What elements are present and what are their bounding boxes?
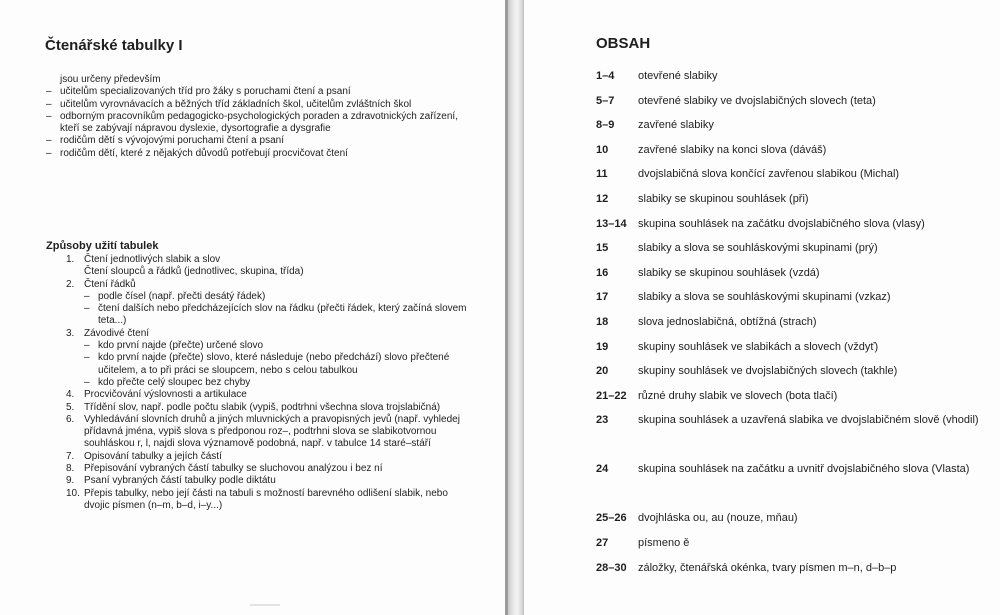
toc-row xyxy=(596,556,996,581)
usage-subitem: – kdo první najde (přečte) určené slovo xyxy=(46,340,476,352)
toc-number: 13–14 xyxy=(596,217,627,230)
usage-item xyxy=(46,451,476,463)
toc-row xyxy=(596,162,996,187)
toc-text: otevřené slabiky xyxy=(638,70,718,82)
item-text: Třídění slov, např. podle počtu slabik (vypiš, podtrhni všechna slova trojslabičná) xyxy=(84,401,441,413)
audience-intro: jsou určeny především xyxy=(60,74,161,85)
toc-row xyxy=(596,285,996,310)
toc-number: 18 xyxy=(596,315,609,328)
toc-number: 12 xyxy=(596,192,609,205)
book-gutter xyxy=(508,0,524,615)
item-number: 4. xyxy=(66,389,75,401)
toc-text: skupiny souhlásek ve slabikách a slovech (vždyť) xyxy=(638,340,879,353)
toc-number: 5–7 xyxy=(596,94,615,107)
toc-text: skupina souhlásek na začátku dvojslabičného slova (vlasy) xyxy=(638,217,925,230)
usage-item-continuation: Čtení sloupců a řádků (jednotlivec, skupina, třída) xyxy=(84,266,304,278)
toc-row xyxy=(596,408,996,457)
usage-item xyxy=(46,328,476,340)
toc-text: slabiky a slova se souhláskovými skupinami (prý) xyxy=(638,242,878,255)
item-number: 1. xyxy=(66,254,75,265)
usage-item xyxy=(46,254,476,266)
toc-text: různé druhy slabik ve slovech (bota tlačí) xyxy=(638,389,838,402)
usage-subitem: – kdo první najde (přečte) slovo, které následuje (nebo předchází) slovo přečtené učitelem, a to při práci se sloupcem, nebo s celou tabulkou xyxy=(46,352,476,377)
usage-item xyxy=(46,463,476,475)
page-title: Čtenářské tabulky I xyxy=(45,37,183,54)
toc-number: 28–30 xyxy=(596,561,627,574)
toc-text: slabiky se skupinou souhlásek (při) xyxy=(638,192,809,205)
usage-item xyxy=(46,488,476,513)
toc-number: 20 xyxy=(596,365,609,378)
toc-text: otevřené slabiky ve dvojslabičných slovech (teta) xyxy=(638,94,876,107)
usage-item xyxy=(46,402,476,414)
usage-section xyxy=(46,240,476,512)
item-text: Opisování tabulky a jejích částí xyxy=(84,450,222,462)
item-number: 7. xyxy=(66,450,75,462)
toc-row xyxy=(596,261,996,286)
toc-row xyxy=(596,64,996,89)
toc-number: 17 xyxy=(596,291,609,304)
audience-item: – učitelům vyrovnávacích a běžných tříd základních škol, učitelům zvláštních škol xyxy=(46,99,466,111)
item-text: Psaní vybraných částí tabulky podle diktátu xyxy=(84,475,276,487)
toc-row xyxy=(596,138,996,163)
item-text: Procvičování výslovnosti a artikulace xyxy=(84,389,247,401)
toc-number: 15 xyxy=(596,242,609,255)
toc-row xyxy=(596,310,996,335)
usage-item xyxy=(46,279,476,291)
toc-text: skupina souhlásek na začátku a uvnitř dvojslabičného slova (Vlasta) xyxy=(638,463,970,476)
item-text: Čtení jednotlivých slabik a slov xyxy=(84,254,221,265)
toc-number: 25–26 xyxy=(596,512,627,525)
item-text: Vyhledávání slovních druhů a jiných mluvnických a pravopisných jevů (např. vyhledej přídavná jména, vypiš slova s předponou roz–, podtrhni slova se slabikotvornou souhláskou r, l, najdi slova významově podobná, např. v tabulce 14 staré–stáří xyxy=(84,413,460,450)
usage-item xyxy=(46,389,476,401)
toc-number: 8–9 xyxy=(596,119,615,132)
item-number: 10. xyxy=(66,487,80,499)
item-number: 5. xyxy=(66,401,75,413)
page-mark xyxy=(250,604,280,606)
toc-number: 16 xyxy=(596,266,609,279)
item-number: 8. xyxy=(66,463,75,475)
audience-item: – učitelům specializovaných tříd pro žáky s poruchami čtení a psaní xyxy=(46,86,466,98)
toc-row xyxy=(596,384,996,409)
item-number: 6. xyxy=(66,413,75,425)
toc-row xyxy=(596,359,996,384)
audience-list xyxy=(46,74,466,160)
usage-item xyxy=(46,475,476,487)
toc-number: 1–4 xyxy=(596,70,615,82)
toc-number: 10 xyxy=(596,143,609,156)
item-text: Přepis tabulky, nebo její části na tabuli s možností barevného odlišení slabik, nebo dvojic písmen (n–m, b–d, i–y...) xyxy=(84,487,448,511)
left-page-edge xyxy=(505,0,508,615)
usage-subitem: – podle čísel (např. přečti desátý řádek) xyxy=(46,291,476,303)
toc-text: slabiky a slova se souhláskovými skupinami (vzkaz) xyxy=(638,291,891,304)
toc-row xyxy=(596,506,996,531)
toc-row xyxy=(596,236,996,261)
toc-row xyxy=(596,212,996,237)
audience-item: – rodičům dětí, které z nějakých důvodů potřebují procvičovat čtení xyxy=(46,148,466,160)
item-text: Čtení řádků xyxy=(84,278,136,290)
toc-text: zavřené slabiky xyxy=(638,119,714,132)
contents-title: OBSAH xyxy=(596,35,651,52)
audience-item: – rodičům dětí s vývojovými poruchami čtení a psaní xyxy=(46,135,466,147)
audience-item: – odborným pracovníkům pedagogicko-psychologických poraden a zdravotnických zařízení, kteří se zabývají nápravou dyslexie, dysortografie a dysgrafie xyxy=(46,111,466,136)
toc-row xyxy=(596,187,996,212)
toc-number: 23 xyxy=(596,414,609,427)
usage-subitem: – kdo přečte celý sloupec bez chyby xyxy=(46,377,476,389)
toc-number: 21–22 xyxy=(596,389,627,402)
item-text: Závodivé čtení xyxy=(84,327,150,339)
item-number: 9. xyxy=(66,475,75,487)
toc-number: 27 xyxy=(596,536,609,549)
toc-text: písmeno ě xyxy=(638,536,690,549)
toc-number: 11 xyxy=(596,168,608,181)
toc-row xyxy=(596,335,996,360)
toc-text: dvojhláska ou, au (nouze, mňau) xyxy=(638,512,798,525)
toc-row xyxy=(596,89,996,114)
toc-number: 24 xyxy=(596,463,609,476)
toc-text: záložky, čtenářská okénka, tvary písmen m–n, d–b–p xyxy=(638,561,897,574)
usage-heading: Způsoby užití tabulek xyxy=(46,240,159,252)
toc-text: slova jednoslabičná, obtížná (strach) xyxy=(638,315,817,328)
item-number: 3. xyxy=(66,327,75,339)
table-of-contents xyxy=(596,64,996,580)
toc-text: dvojslabičná slova končící zavřenou slabikou (Michal) xyxy=(638,168,900,181)
toc-row xyxy=(596,531,996,556)
item-text: Přepisování vybraných částí tabulky se sluchovou analýzou i bez ní xyxy=(84,463,383,475)
right-page xyxy=(524,0,1000,615)
toc-text: slabiky se skupinou souhlásek (vzdá) xyxy=(638,266,820,279)
usage-subitem: – čtení dalších nebo předcházejících slov na řádku (přečti řádek, který začíná slovem teta...) xyxy=(46,303,476,328)
toc-row xyxy=(596,457,996,506)
toc-text: skupiny souhlásek ve dvojslabičných slovech (takhle) xyxy=(638,365,898,378)
usage-item xyxy=(46,414,476,451)
toc-text: zavřené slabiky na konci slova (dáváš) xyxy=(638,143,827,156)
item-number: 2. xyxy=(66,278,75,290)
toc-row xyxy=(596,113,996,138)
toc-text: skupina souhlásek a uzavřená slabika ve dvojslabičném slově (vhodil) xyxy=(638,414,979,427)
toc-number: 19 xyxy=(596,340,609,353)
